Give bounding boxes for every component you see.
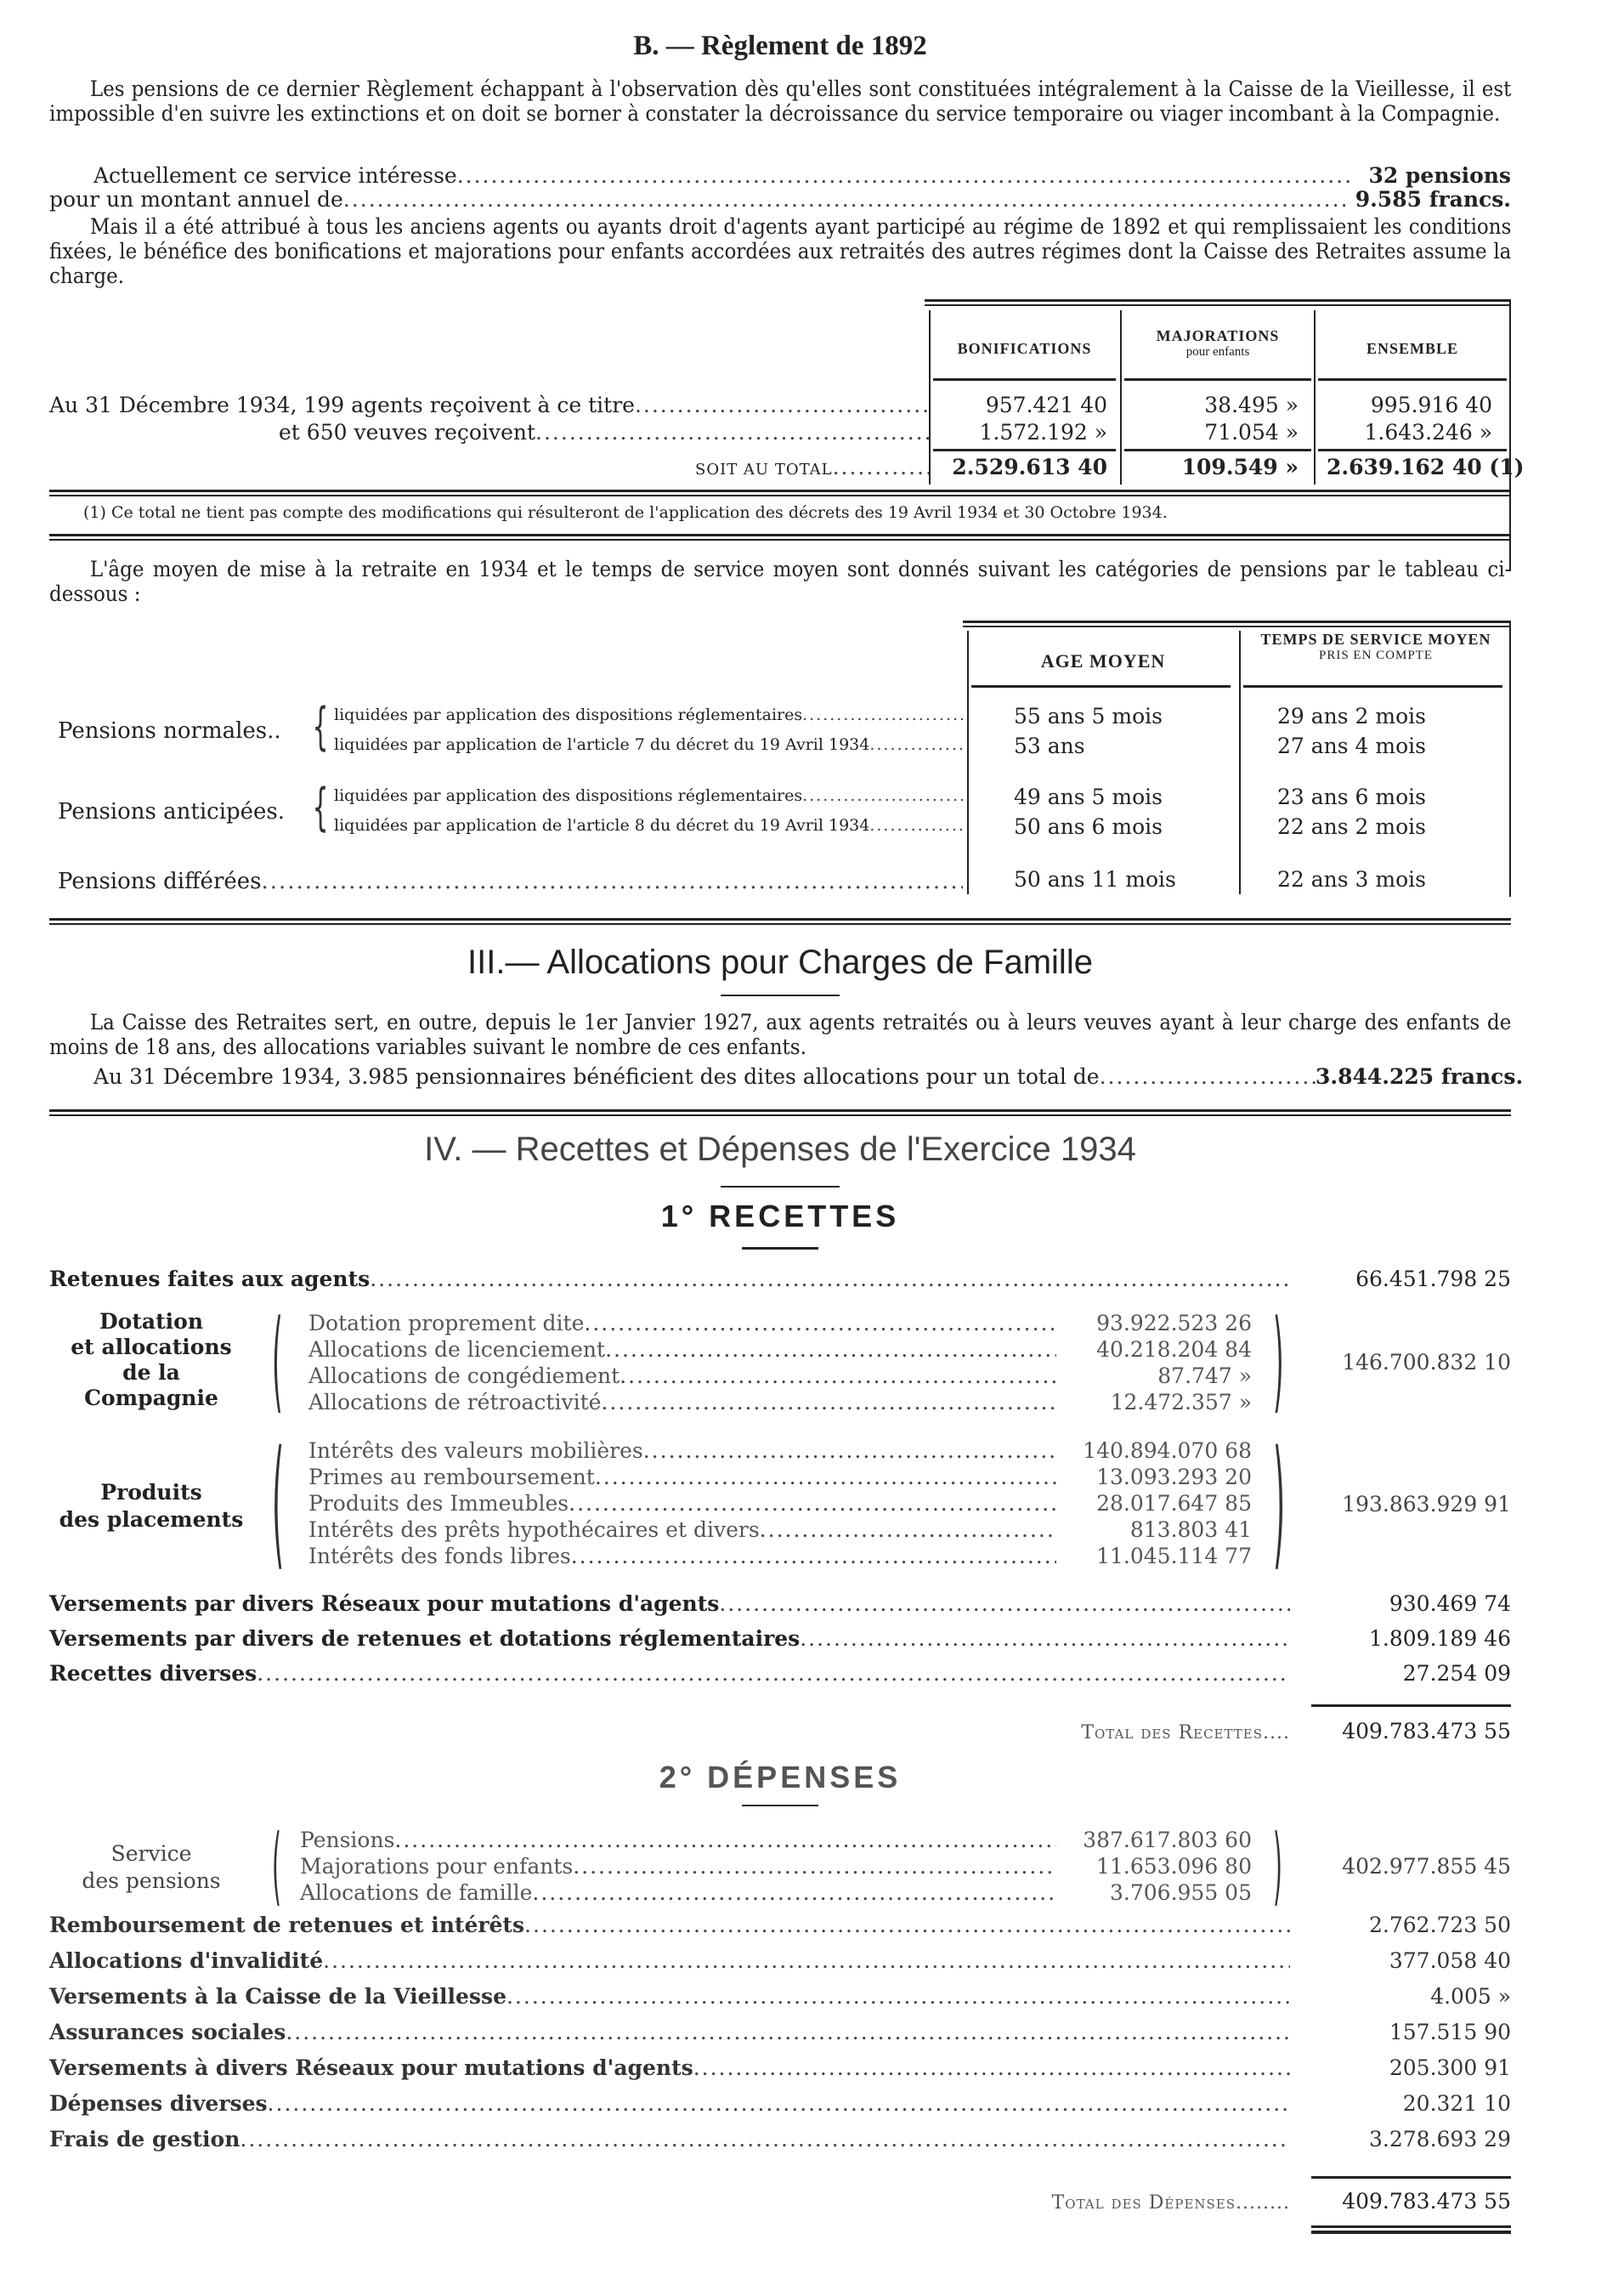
row-value: 157.515 90 xyxy=(1389,2020,1511,2044)
produits-total: 193.863.929 91 xyxy=(1342,1492,1511,1516)
dotation-item xyxy=(308,1363,1252,1388)
section-b-paragraph-2: Mais il a été attribué à tous les anciens agents ou ayants droit d'agents ayant participé au régime de 1892 et qui remplissaient les conditions fixées, le bénéfice des bonifications et majorations pour enfants accordées aux retraités des autres régimes dont la Caisse des Retraites assume la charge. xyxy=(49,214,1512,288)
allocations-total-row xyxy=(49,1064,1524,1089)
service-total: 402.977.855 45 xyxy=(1342,1854,1511,1879)
header-majorations xyxy=(1124,327,1311,360)
row-label: Assurances sociales xyxy=(49,2020,286,2044)
footnote-bottom-rule xyxy=(49,534,1511,541)
row-label: Dotation proprement dite xyxy=(308,1311,585,1335)
recettes-other-row xyxy=(49,1591,1511,1616)
total-value: 409.783.473 55 xyxy=(1342,2189,1511,2214)
row-label: liquidées par application des dispositions réglementaires xyxy=(334,786,803,805)
header-temps-service xyxy=(1243,631,1508,663)
header-majorations-sub: pour enfants xyxy=(1185,345,1250,359)
row-label: Versements par divers Réseaux pour mutations d'agents xyxy=(49,1591,720,1616)
depenses-other-row xyxy=(49,2055,1511,2080)
service-item xyxy=(300,1854,1252,1879)
depenses-other-row xyxy=(49,2020,1511,2044)
service-item xyxy=(300,1828,1252,1852)
row-label: Recettes diverses xyxy=(49,1661,257,1686)
row-value: 93.922.523 26 xyxy=(1096,1311,1252,1335)
brace-icon: ) xyxy=(1273,1816,1282,1915)
leader-dots xyxy=(569,1491,1056,1516)
leader-dots xyxy=(719,1591,1290,1616)
row-label: Versements à la Caisse de la Vieillesse xyxy=(49,1984,506,2009)
row-value: 1.809.189 46 xyxy=(1369,1626,1511,1651)
header-rule xyxy=(1243,685,1502,688)
brace-icon: ( xyxy=(272,1816,281,1915)
group-label-line: Dotation xyxy=(99,1309,203,1334)
depenses-other-row xyxy=(49,1913,1511,1937)
brace-icon: { xyxy=(312,697,329,757)
depenses-other-row xyxy=(49,1984,1511,2009)
age-value: 50 ans 11 mois xyxy=(1014,867,1176,892)
age-value: 50 ans 6 mois xyxy=(1014,814,1163,839)
leader-dots xyxy=(643,1438,1056,1463)
age-value: 53 ans xyxy=(1014,734,1085,758)
leader-dots xyxy=(457,163,1350,188)
produits-item xyxy=(308,1517,1252,1542)
row-label: Primes au remboursement xyxy=(308,1465,595,1489)
depenses-total-row xyxy=(49,2189,1511,2214)
row-value: 930.469 74 xyxy=(1389,1591,1511,1616)
row-label: Versements par divers de retenues et dotations réglementaires xyxy=(49,1626,801,1651)
total-rule xyxy=(1311,2176,1511,2179)
table-bottom-rule xyxy=(49,918,1511,925)
recettes-total-row xyxy=(49,1719,1511,1743)
header-rule xyxy=(1318,378,1507,381)
leader-dots xyxy=(693,2055,1290,2080)
bonif-row-veuves xyxy=(49,420,929,445)
row-value: 66.451.798 25 xyxy=(1355,1267,1511,1291)
leader-dots xyxy=(573,1854,1056,1879)
produits-item xyxy=(308,1491,1252,1516)
row-value: 13.093.293 20 xyxy=(1096,1465,1252,1489)
bonif-total: 2.529.613 40 xyxy=(952,455,1107,479)
brace-icon: { xyxy=(312,778,329,837)
row-label: Versements à divers Réseaux pour mutations d'agents xyxy=(49,2055,693,2080)
row-label: Remboursement de retenues et intérêts xyxy=(49,1913,525,1937)
title-underline xyxy=(721,1186,840,1188)
row-label: Allocations d'invalidité xyxy=(49,1948,324,1973)
row-value: 87.747 » xyxy=(1157,1363,1252,1388)
leader-dots xyxy=(343,187,1350,212)
service-value: 22 ans 3 mois xyxy=(1277,867,1426,892)
header-rule xyxy=(971,685,1231,688)
recettes-other-row xyxy=(49,1661,1511,1686)
group-label-line: Service xyxy=(110,1841,192,1866)
row-label: Allocations de congédiement xyxy=(308,1363,620,1388)
title-underline xyxy=(721,995,840,996)
row-label: Intérêts des fonds libres xyxy=(308,1544,571,1568)
depenses-title: 2° DÉPENSES xyxy=(659,1760,902,1794)
recettes-other-row xyxy=(49,1626,1511,1651)
group-label-line: des pensions xyxy=(82,1868,221,1893)
ensemble-value: 995.916 40 xyxy=(1370,393,1492,417)
section-b-title: B. — Règlement de 1892 xyxy=(633,31,927,61)
age-row xyxy=(334,735,963,754)
row-value: 20.321 10 xyxy=(1402,2091,1511,2116)
montant-annuel-row xyxy=(49,187,1511,212)
brace-icon: ) xyxy=(1273,1420,1286,1584)
col-divider xyxy=(929,310,931,485)
row-label: Intérêts des prêts hypothécaires et divers xyxy=(308,1517,760,1542)
col-divider xyxy=(1239,631,1241,894)
leader-dots xyxy=(595,1465,1056,1489)
row-label: Au 31 Décembre 1934, 199 agents reçoivent à ce titre xyxy=(49,393,635,417)
footnote-rule xyxy=(49,490,1511,496)
age-row xyxy=(334,706,963,724)
row-value: 28.017.647 85 xyxy=(1096,1491,1252,1516)
age-row-differees xyxy=(58,869,963,894)
leader-dots xyxy=(869,816,963,835)
section-rule xyxy=(49,1109,1511,1116)
age-value: 55 ans 5 mois xyxy=(1014,704,1163,728)
total-rule xyxy=(1124,449,1311,451)
leader-dots xyxy=(261,869,963,894)
leader-dots xyxy=(257,1661,1290,1686)
total-value: 409.783.473 55 xyxy=(1342,1719,1511,1743)
leader-dots xyxy=(833,455,929,479)
row-value: 11.653.096 80 xyxy=(1096,1854,1252,1879)
dotation-total: 146.700.832 10 xyxy=(1342,1350,1511,1375)
row-label: liquidées par application de l'article 7 du décret du 19 Avril 1934 xyxy=(334,735,870,754)
dotation-item xyxy=(308,1337,1252,1362)
table-top-rule xyxy=(925,299,1511,306)
leader-dots xyxy=(869,735,963,754)
leader-dots xyxy=(524,1913,1290,1937)
leader-dots xyxy=(1100,1064,1316,1089)
row-value: 12.472.357 » xyxy=(1110,1390,1252,1414)
leader-dots xyxy=(268,2091,1290,2116)
recettes-row-retenues xyxy=(49,1267,1511,1291)
dotation-item xyxy=(308,1390,1252,1414)
leader-dots xyxy=(584,1311,1056,1335)
title-underline xyxy=(742,1247,818,1250)
bonif-total-row xyxy=(49,455,929,479)
ensemble-value: 1.643.246 » xyxy=(1364,420,1492,445)
dotation-group-label xyxy=(49,1309,253,1411)
leader-dots xyxy=(605,1337,1056,1362)
row-label: liquidées par application des dispositions réglementaires xyxy=(334,706,803,724)
recettes-title: 1° RECETTES xyxy=(660,1199,900,1233)
total-rule xyxy=(1311,1704,1511,1707)
total-rule xyxy=(933,449,1116,451)
row-label: Au 31 Décembre 1934, 3.985 pensionnaires bénéficient des dites allocations pour un total de xyxy=(93,1064,1100,1089)
col-divider xyxy=(1120,310,1122,485)
row-label: Allocations de licenciement xyxy=(308,1337,606,1362)
section-iii-paragraph: La Caisse des Retraites sert, en outre, depuis le 1er Janvier 1927, aux agents retraités ou à leurs veuves ayant à leur charge des enfants de moins de 18 ans, des allocations variables suivant le nombre de ces enfants. xyxy=(49,1010,1512,1059)
header-rule xyxy=(1124,378,1311,381)
row-label: Actuellement ce service intéresse xyxy=(93,163,457,188)
age-intro-paragraph: L'âge moyen de mise à la retraite en 1934 et le temps de service moyen sont donnés suivant les catégories de pensions par le tableau ci-dessous : xyxy=(49,557,1512,606)
age-row xyxy=(334,816,963,835)
header-temps-service-sub: PRIS EN COMPTE xyxy=(1318,649,1434,662)
row-value: 32 pensions xyxy=(1368,163,1511,188)
service-pensions-row xyxy=(49,163,1511,188)
produits-item xyxy=(308,1465,1252,1489)
total-label: Total des Recettes.... xyxy=(1081,1722,1290,1743)
leader-dots xyxy=(286,2020,1290,2044)
row-label: Majorations pour enfants xyxy=(300,1854,574,1879)
bonif-value: 957.421 40 xyxy=(985,393,1107,417)
major-value: 71.054 » xyxy=(1204,420,1299,445)
row-value: 40.218.204 84 xyxy=(1096,1337,1252,1362)
final-double-rule xyxy=(1311,2225,1511,2234)
row-value: 387.617.803 60 xyxy=(1083,1828,1252,1852)
leader-dots xyxy=(802,706,963,724)
row-label: liquidées par application de l'article 8 du décret du 19 Avril 1934 xyxy=(334,816,870,835)
footnote: (1) Ce total ne tient pas compte des modifications qui résulteront de l'application des décrets des 19 Avril 1934 et 30 Octobre 1934. xyxy=(83,503,1168,522)
leader-dots xyxy=(571,1544,1056,1568)
col-divider xyxy=(967,631,969,894)
leader-dots xyxy=(394,1828,1056,1852)
leader-dots xyxy=(802,786,963,805)
produits-item xyxy=(308,1544,1252,1568)
leader-dots xyxy=(506,1984,1290,2009)
header-rule xyxy=(933,378,1116,381)
row-label: Dépenses diverses xyxy=(49,2091,268,2116)
brace-icon: ( xyxy=(272,1420,285,1584)
section-b-paragraph-1: Les pensions de ce dernier Règlement échappant à l'observation dès qu'elles sont constituées intégralement à la Caisse de la Vieillesse, il est impossible d'en suivre les extinctions et on doit se borner à constater la décroissance du service temporaire ou viager incombant à la Compagnie. xyxy=(49,77,1512,126)
leader-dots xyxy=(800,1626,1290,1651)
header-temps-service-label: TEMPS DE SERVICE MOYEN xyxy=(1260,631,1491,648)
row-label: et 650 veuves reçoivent xyxy=(279,420,536,445)
header-ensemble: ENSEMBLE xyxy=(1366,340,1459,357)
row-label: Intérêts des valeurs mobilières xyxy=(308,1438,643,1463)
group-label-line: de la xyxy=(122,1360,180,1385)
depenses-other-row xyxy=(49,2127,1511,2151)
header-majorations-label: MAJORATIONS xyxy=(1156,327,1280,344)
row-value: 2.762.723 50 xyxy=(1369,1913,1511,1937)
row-label: pour un montant annuel de xyxy=(49,187,343,212)
row-value: 11.045.114 77 xyxy=(1096,1544,1252,1568)
total-label: SOIT AU TOTAL xyxy=(695,461,833,479)
depenses-other-row xyxy=(49,1948,1511,1973)
service-value: 22 ans 2 mois xyxy=(1277,814,1426,839)
row-label: Produits des Immeubles xyxy=(308,1491,569,1516)
depenses-other-row xyxy=(49,2091,1511,2116)
age-row xyxy=(334,786,963,805)
brace-icon: ) xyxy=(1273,1295,1284,1425)
produits-group-label xyxy=(49,1479,253,1534)
produits-item xyxy=(308,1438,1252,1463)
title-underline xyxy=(742,1805,818,1806)
row-label: Pensions xyxy=(300,1828,395,1852)
section-iv-title: IV. — Recettes et Dépenses de l'Exercice 1934 xyxy=(424,1131,1136,1168)
age-value: 49 ans 5 mois xyxy=(1014,785,1163,809)
leader-dots xyxy=(532,1880,1056,1905)
group-label-anticipees: Pensions anticipées. xyxy=(58,799,286,825)
major-value: 38.495 » xyxy=(1204,393,1299,417)
section-iii-title: III.— Allocations pour Charges de Famille xyxy=(467,944,1093,981)
bonif-value: 1.572.192 » xyxy=(979,420,1107,445)
leader-dots xyxy=(323,1948,1290,1973)
row-label: Frais de gestion xyxy=(49,2127,240,2151)
total-rule xyxy=(1318,449,1507,451)
row-label: Retenues faites aux agents xyxy=(49,1267,371,1291)
leader-dots xyxy=(760,1517,1056,1542)
leader-dots xyxy=(635,393,929,417)
row-value: 813.803 41 xyxy=(1129,1517,1252,1542)
group-label-line: Produits xyxy=(100,1480,202,1505)
brace-icon: ( xyxy=(272,1295,283,1425)
service-value: 23 ans 6 mois xyxy=(1277,785,1426,809)
table-top-rule xyxy=(963,621,1511,627)
row-value: 205.300 91 xyxy=(1389,2055,1511,2080)
row-label: Allocations de famille xyxy=(300,1880,533,1905)
row-value: 4.005 » xyxy=(1430,1984,1511,2009)
header-age-moyen: AGE MOYEN xyxy=(1040,650,1166,672)
service-value: 29 ans 2 mois xyxy=(1277,704,1426,728)
leader-dots xyxy=(370,1267,1290,1291)
dotation-item xyxy=(308,1311,1252,1335)
leader-dots xyxy=(620,1363,1056,1388)
leader-dots xyxy=(601,1390,1056,1414)
group-label-line: et allocations xyxy=(71,1335,232,1359)
group-label-line: Compagnie xyxy=(84,1386,218,1410)
row-value: 9.585 francs. xyxy=(1355,187,1511,212)
row-value: 3.706.955 05 xyxy=(1110,1880,1252,1905)
group-label-normales: Pensions normales.. xyxy=(58,718,281,744)
header-bonifications: BONIFICATIONS xyxy=(957,340,1092,357)
row-value: 27.254 09 xyxy=(1402,1661,1511,1686)
leader-dots xyxy=(535,420,929,445)
leader-dots xyxy=(240,2127,1290,2151)
group-label-differees: Pensions différées xyxy=(58,869,262,894)
row-label: Allocations de rétroactivité xyxy=(308,1390,602,1414)
row-value: 140.894.070 68 xyxy=(1083,1438,1252,1463)
bonif-row-agents xyxy=(49,393,929,417)
group-label-line: des placements xyxy=(59,1507,244,1532)
service-item xyxy=(300,1880,1252,1905)
row-value: 3.278.693 29 xyxy=(1369,2127,1511,2151)
col-divider xyxy=(1509,621,1511,897)
total-label: Total des Dépenses........ xyxy=(1051,2192,1290,2214)
major-total: 109.549 » xyxy=(1181,455,1299,479)
row-value: 3.844.225 francs. xyxy=(1316,1064,1524,1089)
ensemble-total: 2.639.162 40 (1) xyxy=(1327,455,1525,479)
service-group-label xyxy=(49,1840,253,1895)
col-divider xyxy=(1314,310,1316,485)
service-value: 27 ans 4 mois xyxy=(1277,734,1426,758)
col-divider xyxy=(1509,299,1511,571)
row-value: 377.058 40 xyxy=(1389,1948,1511,1973)
